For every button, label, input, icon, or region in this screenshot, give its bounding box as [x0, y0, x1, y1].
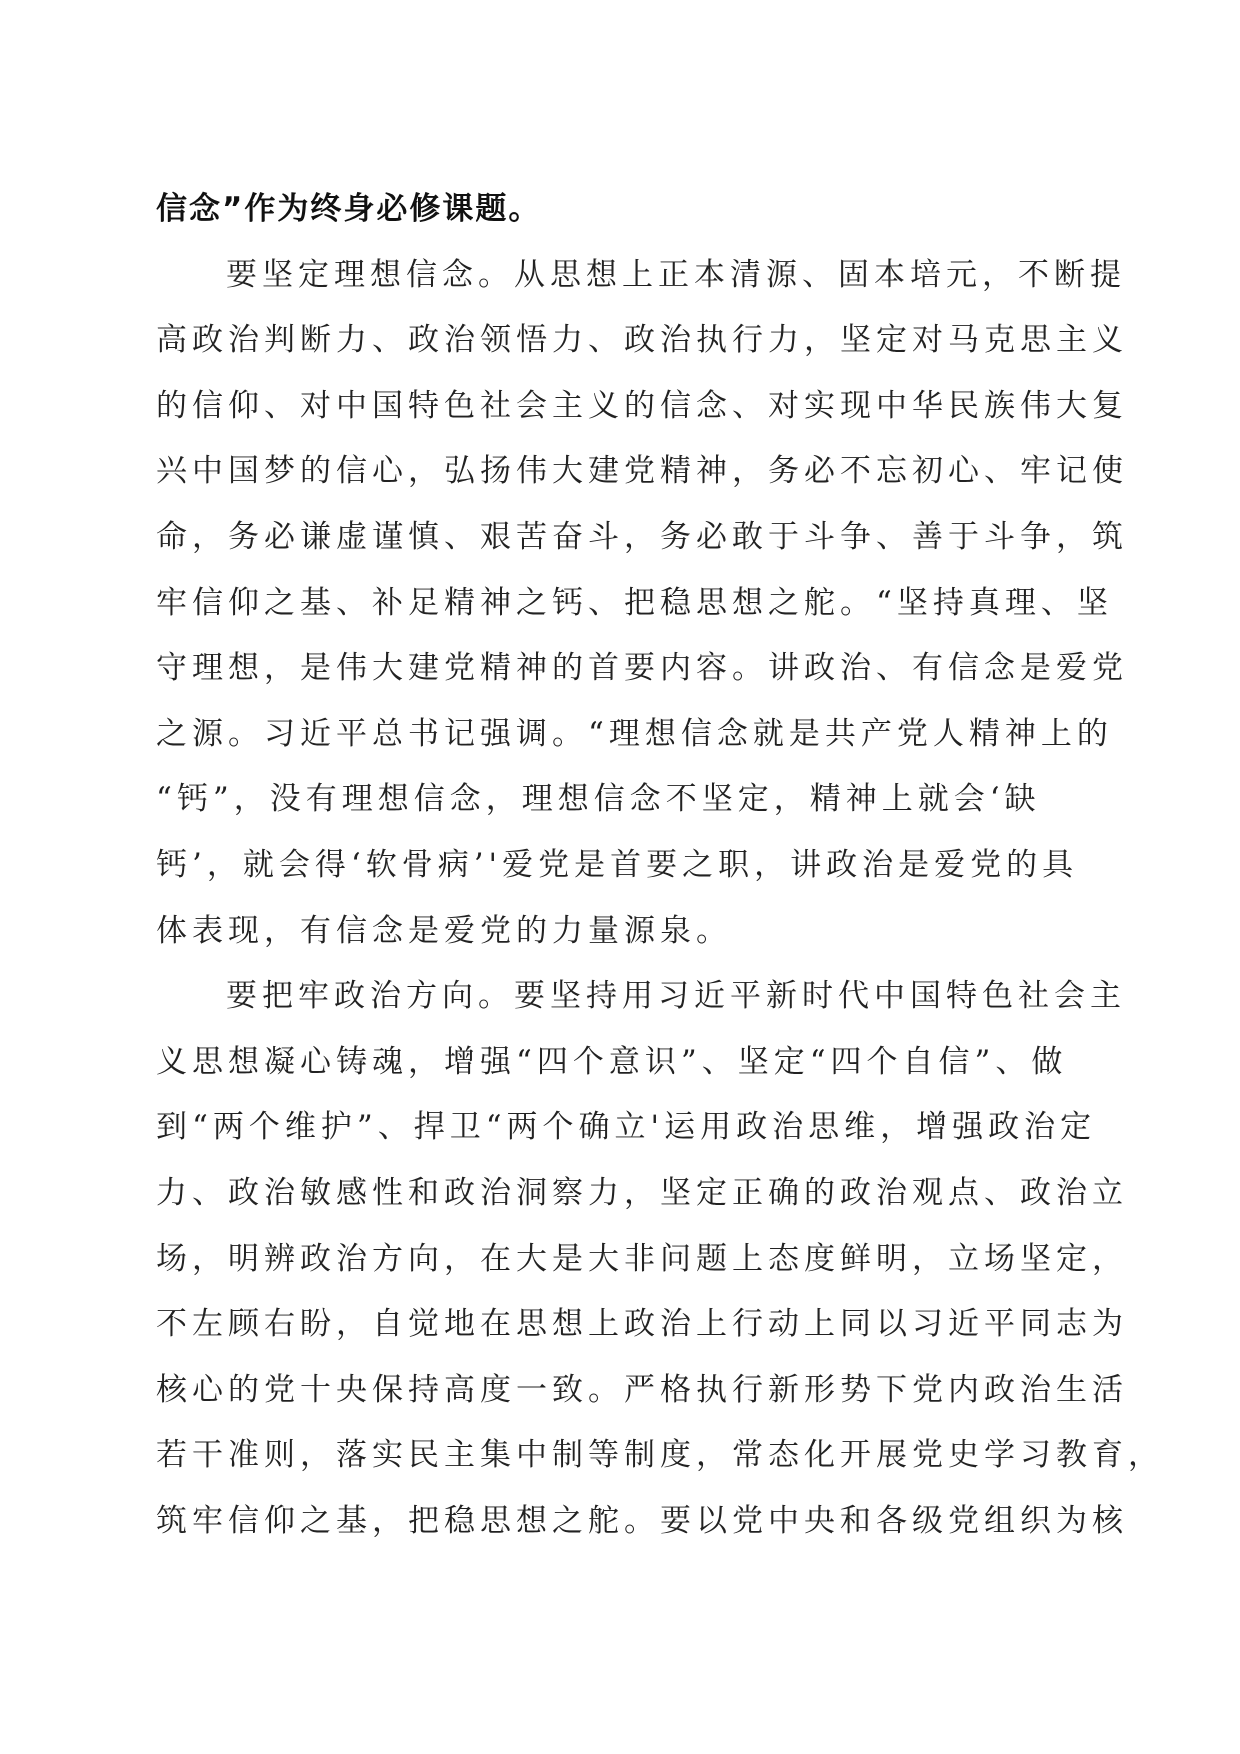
paragraph-line: 兴中国梦的信心，弘扬伟大建党精神，务必不忘初心、牢记使: [156, 453, 1128, 490]
paragraph-line: 牢信仰之基、补足精神之钙、把稳思想之舵。“坚持真理、坚: [156, 584, 1113, 621]
paragraph-line: 守理想，是伟大建党精神的首要内容。讲政治、有信念是爱党: [156, 650, 1128, 687]
paragraph-line: 高政治判断力、政治领悟力、政治执行力，坚定对马克思主义: [156, 322, 1128, 359]
heading-continuation-line: 信念”作为终身必修课题。: [156, 191, 542, 227]
paragraph-line: 不左顾右盼，自觉地在思想上政治上行动上同以习近平同志为: [156, 1306, 1128, 1343]
paragraph-line: 义思想凝心铸魂，增强“四个意识”、坚定“四个自信”、做: [156, 1043, 1068, 1080]
paragraph-line: 钙’，就会得‘软骨病’'爱党是首要之职，讲政治是爱党的具: [156, 846, 1079, 883]
paragraph-1-first-line: 要坚定理想信念。从思想上正本清源、固本培元，不断提: [226, 256, 1126, 293]
paragraph-line: 筑牢信仰之基，把稳思想之舵。要以党中央和各级党组织为核: [156, 1502, 1128, 1539]
paragraph-line: 若干准则，落实民主集中制等制度，常态化开展党史学习教育，: [156, 1437, 1164, 1474]
paragraph-line: 场，明辨政治方向，在大是大非问题上态度鲜明，立场坚定，: [156, 1240, 1128, 1277]
paragraph-line: 命，务必谦虚谨慎、艰苦奋斗，务必敢于斗争、善于斗争，筑: [156, 518, 1128, 555]
paragraph-line: 体表现，有信念是爱党的力量源泉。: [156, 912, 732, 949]
paragraph-line: 到“两个维护”、捍卫“两个确立'运用政治思维，增强政治定: [156, 1109, 1097, 1146]
paragraph-line: 核心的党十央保持高度一致。严格执行新形势下党内政治生活: [156, 1371, 1128, 1408]
paragraph-line: “钙”，没有理想信念，理想信念不坚定，精神上就会‘缺: [156, 781, 1041, 818]
paragraph-line: 力、政治敏感性和政治洞察力，坚定正确的政治观点、政治立: [156, 1174, 1128, 1211]
paragraph-line: 的信仰、对中国特色社会主义的信念、对实现中华民族伟大复: [156, 387, 1128, 424]
paragraph-2-first-line: 要把牢政治方向。要坚持用习近平新时代中国特色社会主: [226, 978, 1126, 1015]
paragraph-line: 之源。习近平总书记强调。“理想信念就是共产党人精神上的: [156, 715, 1113, 752]
body-text: [156, 177, 1164, 1554]
